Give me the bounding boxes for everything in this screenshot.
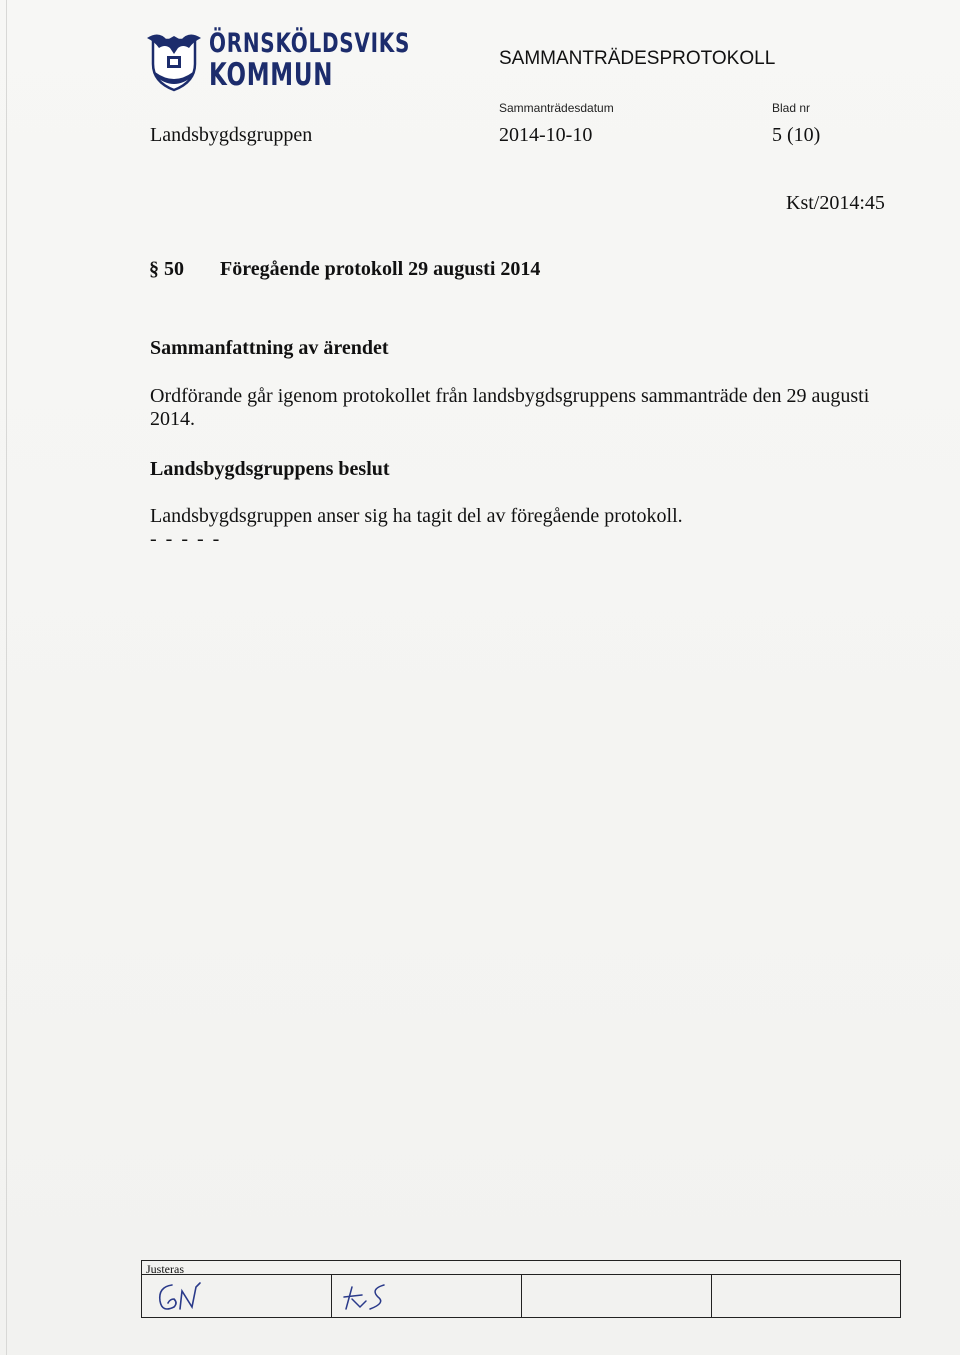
signature-gn <box>152 1279 212 1317</box>
decision-text: Landsbygdsgruppen anser sig ha tagit del av föregående protokoll. <box>150 505 683 527</box>
cell-divider <box>331 1275 332 1317</box>
justeras-label: Justeras <box>146 1262 184 1276</box>
summary-text: Ordförande går igenom protokollet från landsbygdsgruppens sammanträde den 29 augusti 2014. <box>150 385 870 430</box>
municipality-logo <box>145 28 411 94</box>
logo-text-line2: KOMMUN <box>209 57 334 93</box>
signature-row <box>142 1274 900 1317</box>
logo-text-line1: ÖRNSKÖLDSVIKS <box>209 28 411 59</box>
section-title: Föregående protokoll 29 augusti 2014 <box>220 258 541 280</box>
meeting-date: 2014-10-10 <box>499 124 593 146</box>
page-number: 5 (10) <box>772 124 821 146</box>
page-label: Blad nr <box>772 101 811 115</box>
document-type: SAMMANTRÄDESPROTOKOLL <box>499 48 776 69</box>
cell-divider <box>711 1275 712 1317</box>
crest-icon <box>145 30 203 92</box>
summary-heading: Sammanfattning av ärendet <box>150 337 389 359</box>
section-heading <box>149 258 540 281</box>
end-separator: - - - - - <box>150 528 222 550</box>
date-label: Sammanträdesdatum <box>499 101 614 115</box>
section-number: § 50 <box>149 258 184 280</box>
justeras-box <box>141 1260 901 1318</box>
case-number: Kst/2014:45 <box>786 192 885 214</box>
body-name: Landsbygdsgruppen <box>150 124 313 146</box>
decision-heading: Landsbygdsgruppens beslut <box>150 458 390 480</box>
signature-ks <box>340 1281 400 1313</box>
cell-divider <box>521 1275 522 1317</box>
